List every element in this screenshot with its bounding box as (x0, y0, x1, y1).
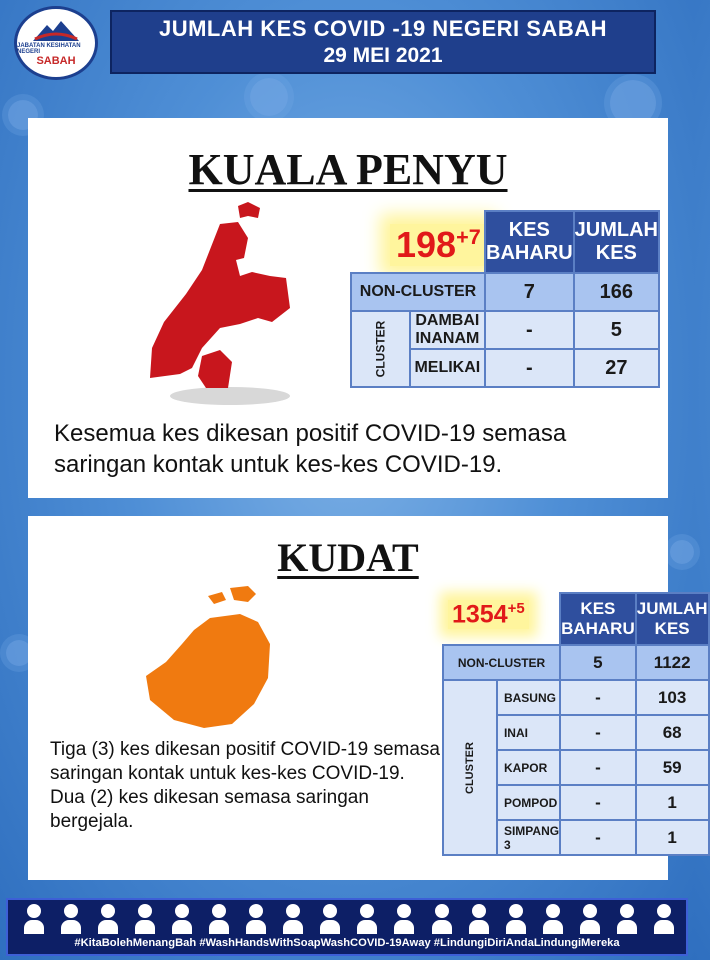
non-cluster-new: 5 (560, 645, 636, 680)
district-title: KUDAT (277, 535, 419, 580)
district-title: KUALA PENYU (188, 145, 508, 194)
person-icon (98, 904, 118, 934)
case-note-line-2: Dua (2) kes dikesan semasa saringan bergejala. (50, 787, 369, 832)
cluster-name: BASUNG (497, 680, 560, 715)
person-icon (357, 904, 377, 934)
kudat-case-table (442, 592, 710, 856)
person-icon (469, 904, 489, 934)
frontliner-icons (24, 904, 674, 934)
table-row (443, 680, 709, 715)
col-header-total: JUMLAH KES (636, 593, 709, 645)
virus-decoration (250, 78, 288, 116)
mountain-icon (33, 19, 79, 41)
non-cluster-total: 166 (574, 273, 659, 311)
non-cluster-new: 7 (485, 273, 574, 311)
cluster-total: 5 (574, 311, 659, 349)
non-cluster-total: 1122 (636, 645, 709, 680)
kuala-penyu-panel (28, 118, 668, 498)
cluster-label: CLUSTER (443, 680, 497, 855)
hashtag-line: #KitaBolehMenangBah #WashHandsWithSoapWashCOVID-19Away #LindungiDiriAndaLindungiMereka (74, 937, 620, 949)
footer-banner (6, 898, 688, 956)
cluster-new: - (485, 349, 574, 387)
kudat-map (138, 582, 288, 732)
report-date: 29 MEI 2021 (323, 44, 443, 67)
cluster-total: 68 (636, 715, 709, 750)
cluster-total: 103 (636, 680, 709, 715)
new-cases-count: +7 (456, 224, 481, 249)
cluster-name: MELIKAI (410, 349, 485, 387)
cluster-name: INAI (497, 715, 560, 750)
page-title: JUMLAH KES COVID -19 NEGERI SABAH (158, 16, 607, 41)
col-header-new: KES BAHARU (560, 593, 636, 645)
cluster-new: - (485, 311, 574, 349)
person-icon (24, 904, 44, 934)
total-count: 198 (396, 224, 457, 265)
person-icon (135, 904, 155, 934)
cluster-new: - (560, 715, 636, 750)
person-icon (246, 904, 266, 934)
case-note-line-1: Tiga (3) kes dikesan positif COVID-19 semasa saringan kontak untuk kes-kes COVID-19. (50, 739, 441, 784)
person-icon (394, 904, 414, 934)
table-header-row (443, 593, 709, 645)
cluster-new: - (560, 820, 636, 855)
person-icon (506, 904, 526, 934)
cluster-name: SIMPANG 3 (497, 820, 560, 855)
person-icon (209, 904, 229, 934)
table-header-row (351, 211, 659, 273)
virus-decoration (670, 540, 694, 564)
cluster-total: 59 (636, 750, 709, 785)
cluster-new: - (560, 785, 636, 820)
person-icon (654, 904, 674, 934)
non-cluster-label: NON-CLUSTER (443, 645, 560, 680)
person-icon (61, 904, 81, 934)
cluster-total: 27 (574, 349, 659, 387)
cluster-name: DAMBAI INANAM (410, 311, 485, 349)
person-icon (283, 904, 303, 934)
col-header-total: JUMLAH KES (574, 211, 659, 273)
kuala-penyu-case-table (350, 210, 660, 388)
page-header (110, 10, 656, 74)
cluster-name: POMPOD (497, 785, 560, 820)
cluster-total: 1 (636, 820, 709, 855)
case-note: Kesemua kes dikesan positif COVID-19 semasa saringan kontak untuk kes-kes COVID-19. (54, 420, 567, 478)
person-icon (172, 904, 192, 934)
logo-small-text: JABATAN KESIHATAN NEGERI (17, 43, 81, 55)
person-icon (617, 904, 637, 934)
person-icon (580, 904, 600, 934)
kuala-penyu-map (140, 198, 300, 408)
new-cases-count: +5 (507, 600, 525, 617)
table-row (443, 645, 709, 680)
cluster-new: - (560, 680, 636, 715)
col-header-new: KES BAHARU (485, 211, 574, 273)
jkns-sabah-logo (14, 6, 98, 80)
non-cluster-label: NON-CLUSTER (351, 273, 485, 311)
person-icon (320, 904, 340, 934)
person-icon (432, 904, 452, 934)
logo-name: SABAH (36, 55, 76, 67)
table-row (351, 273, 659, 311)
table-row (351, 311, 659, 349)
cluster-label: CLUSTER (351, 311, 410, 387)
total-count: 1354 (452, 600, 508, 629)
cluster-new: - (560, 750, 636, 785)
person-icon (543, 904, 563, 934)
case-note (50, 738, 440, 834)
cluster-name: KAPOR (497, 750, 560, 785)
kudat-panel (28, 516, 708, 880)
cluster-total: 1 (636, 785, 709, 820)
